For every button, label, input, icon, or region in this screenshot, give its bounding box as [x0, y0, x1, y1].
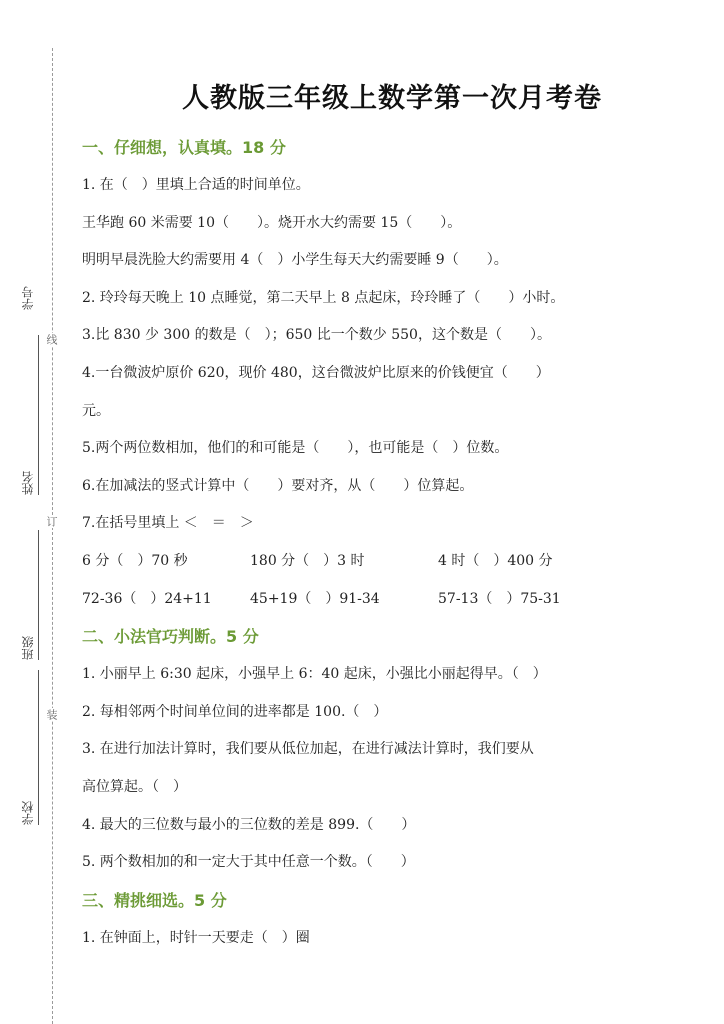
- school-label: 学校: [21, 801, 35, 825]
- section-true-false: [82, 618, 702, 882]
- compare-item: 180 分（ ）3 时: [250, 552, 365, 569]
- cut-mark-bind: 订: [45, 516, 58, 527]
- class-line: [38, 530, 39, 660]
- question-line: 元。: [82, 402, 110, 419]
- question-line: 4.一台微波炉原价 620，现价 480，这台微波炉比原来的价钱便宜（ ）: [82, 364, 550, 381]
- question-line: 1. 小丽早上 6:30 起床，小强早上 6：40 起床，小强比小丽起得早。（ ）: [82, 666, 547, 683]
- section-fill-in: [82, 129, 702, 618]
- binding-margin: [0, 0, 80, 1024]
- question-line: 王华跑 60 米需要 10（ ）。烧开水大约需要 15（ ）。: [82, 214, 462, 231]
- binding-dashed-line: [52, 48, 53, 1024]
- question-line: 1. 在钟面上，时针一天要走（ ）圈: [82, 929, 310, 946]
- section-multiple-choice: [82, 882, 702, 958]
- exam-paper: [82, 76, 702, 957]
- question-line: 4. 最大的三位数与最小的三位数的差是 899.（ ）: [82, 816, 416, 833]
- student-name-line: [38, 335, 39, 495]
- class-label: 班级: [21, 636, 35, 660]
- question-line: 5. 两个数相加的和一定大于其中任意一个数。（ ）: [82, 854, 415, 871]
- question-line: 高位算起。（ ）: [82, 778, 187, 795]
- question-line: 2. 每相邻两个时间单位间的进率都是 100.（ ）: [82, 703, 388, 720]
- student-name-field[interactable]: [18, 335, 48, 495]
- cut-mark-line: 线: [45, 334, 58, 345]
- compare-item: 45+19（ ）91-34: [250, 590, 380, 607]
- compare-row: [82, 543, 702, 581]
- compare-item: 72-36（ ）24+11: [82, 590, 212, 607]
- school-line: [38, 670, 39, 825]
- question-line: 明明早晨洗脸大约需要用 4（ ）小学生每天大约需要睡 9（ ）。: [82, 252, 508, 269]
- question-line: 3. 在进行加法计算时，我们要从低位加起，在进行减法计算时，我们要从: [82, 741, 534, 758]
- question-line: 3.比 830 少 300 的数是（ ）；650 比一个数少 550，这个数是（ ）。: [82, 327, 551, 344]
- student-id-label: 学号: [21, 286, 35, 310]
- question-line: 6.在加减法的竖式计算中（ ）要对齐，从（ ）位算起。: [82, 477, 474, 494]
- student-id-field[interactable]: [18, 190, 48, 310]
- compare-row: [82, 581, 702, 619]
- section-heading: 一、仔细想，认真填。18 分: [82, 138, 286, 157]
- cut-mark-pack: 装: [45, 709, 58, 720]
- compare-item: 57-13（ ）75-31: [438, 590, 561, 607]
- compare-item: 6 分（ ）70 秒: [82, 552, 188, 569]
- page-title: 人教版三年级上数学第一次月考卷: [182, 83, 602, 114]
- school-field[interactable]: [18, 670, 48, 825]
- question-line: 7.在括号里填上 ＜ ＝ ＞: [82, 515, 254, 532]
- compare-item: 4 时（ ）400 分: [438, 552, 553, 569]
- question-line: 5.两个两位数相加，他们的和可能是（ ），也可能是（ ）位数。: [82, 440, 509, 457]
- question-line: 1. 在（ ）里填上合适的时间单位。: [82, 177, 310, 193]
- section-heading: 三、精挑细选。5 分: [82, 890, 227, 910]
- class-field[interactable]: [18, 530, 48, 660]
- question-line: 2. 玲玲每天晚上 10 点睡觉，第二天早上 8 点起床，玲玲睡了（ ）小时。: [82, 289, 565, 306]
- student-name-label: 姓名: [21, 471, 35, 495]
- section-heading: 二、小法官巧判断。5 分: [82, 627, 259, 647]
